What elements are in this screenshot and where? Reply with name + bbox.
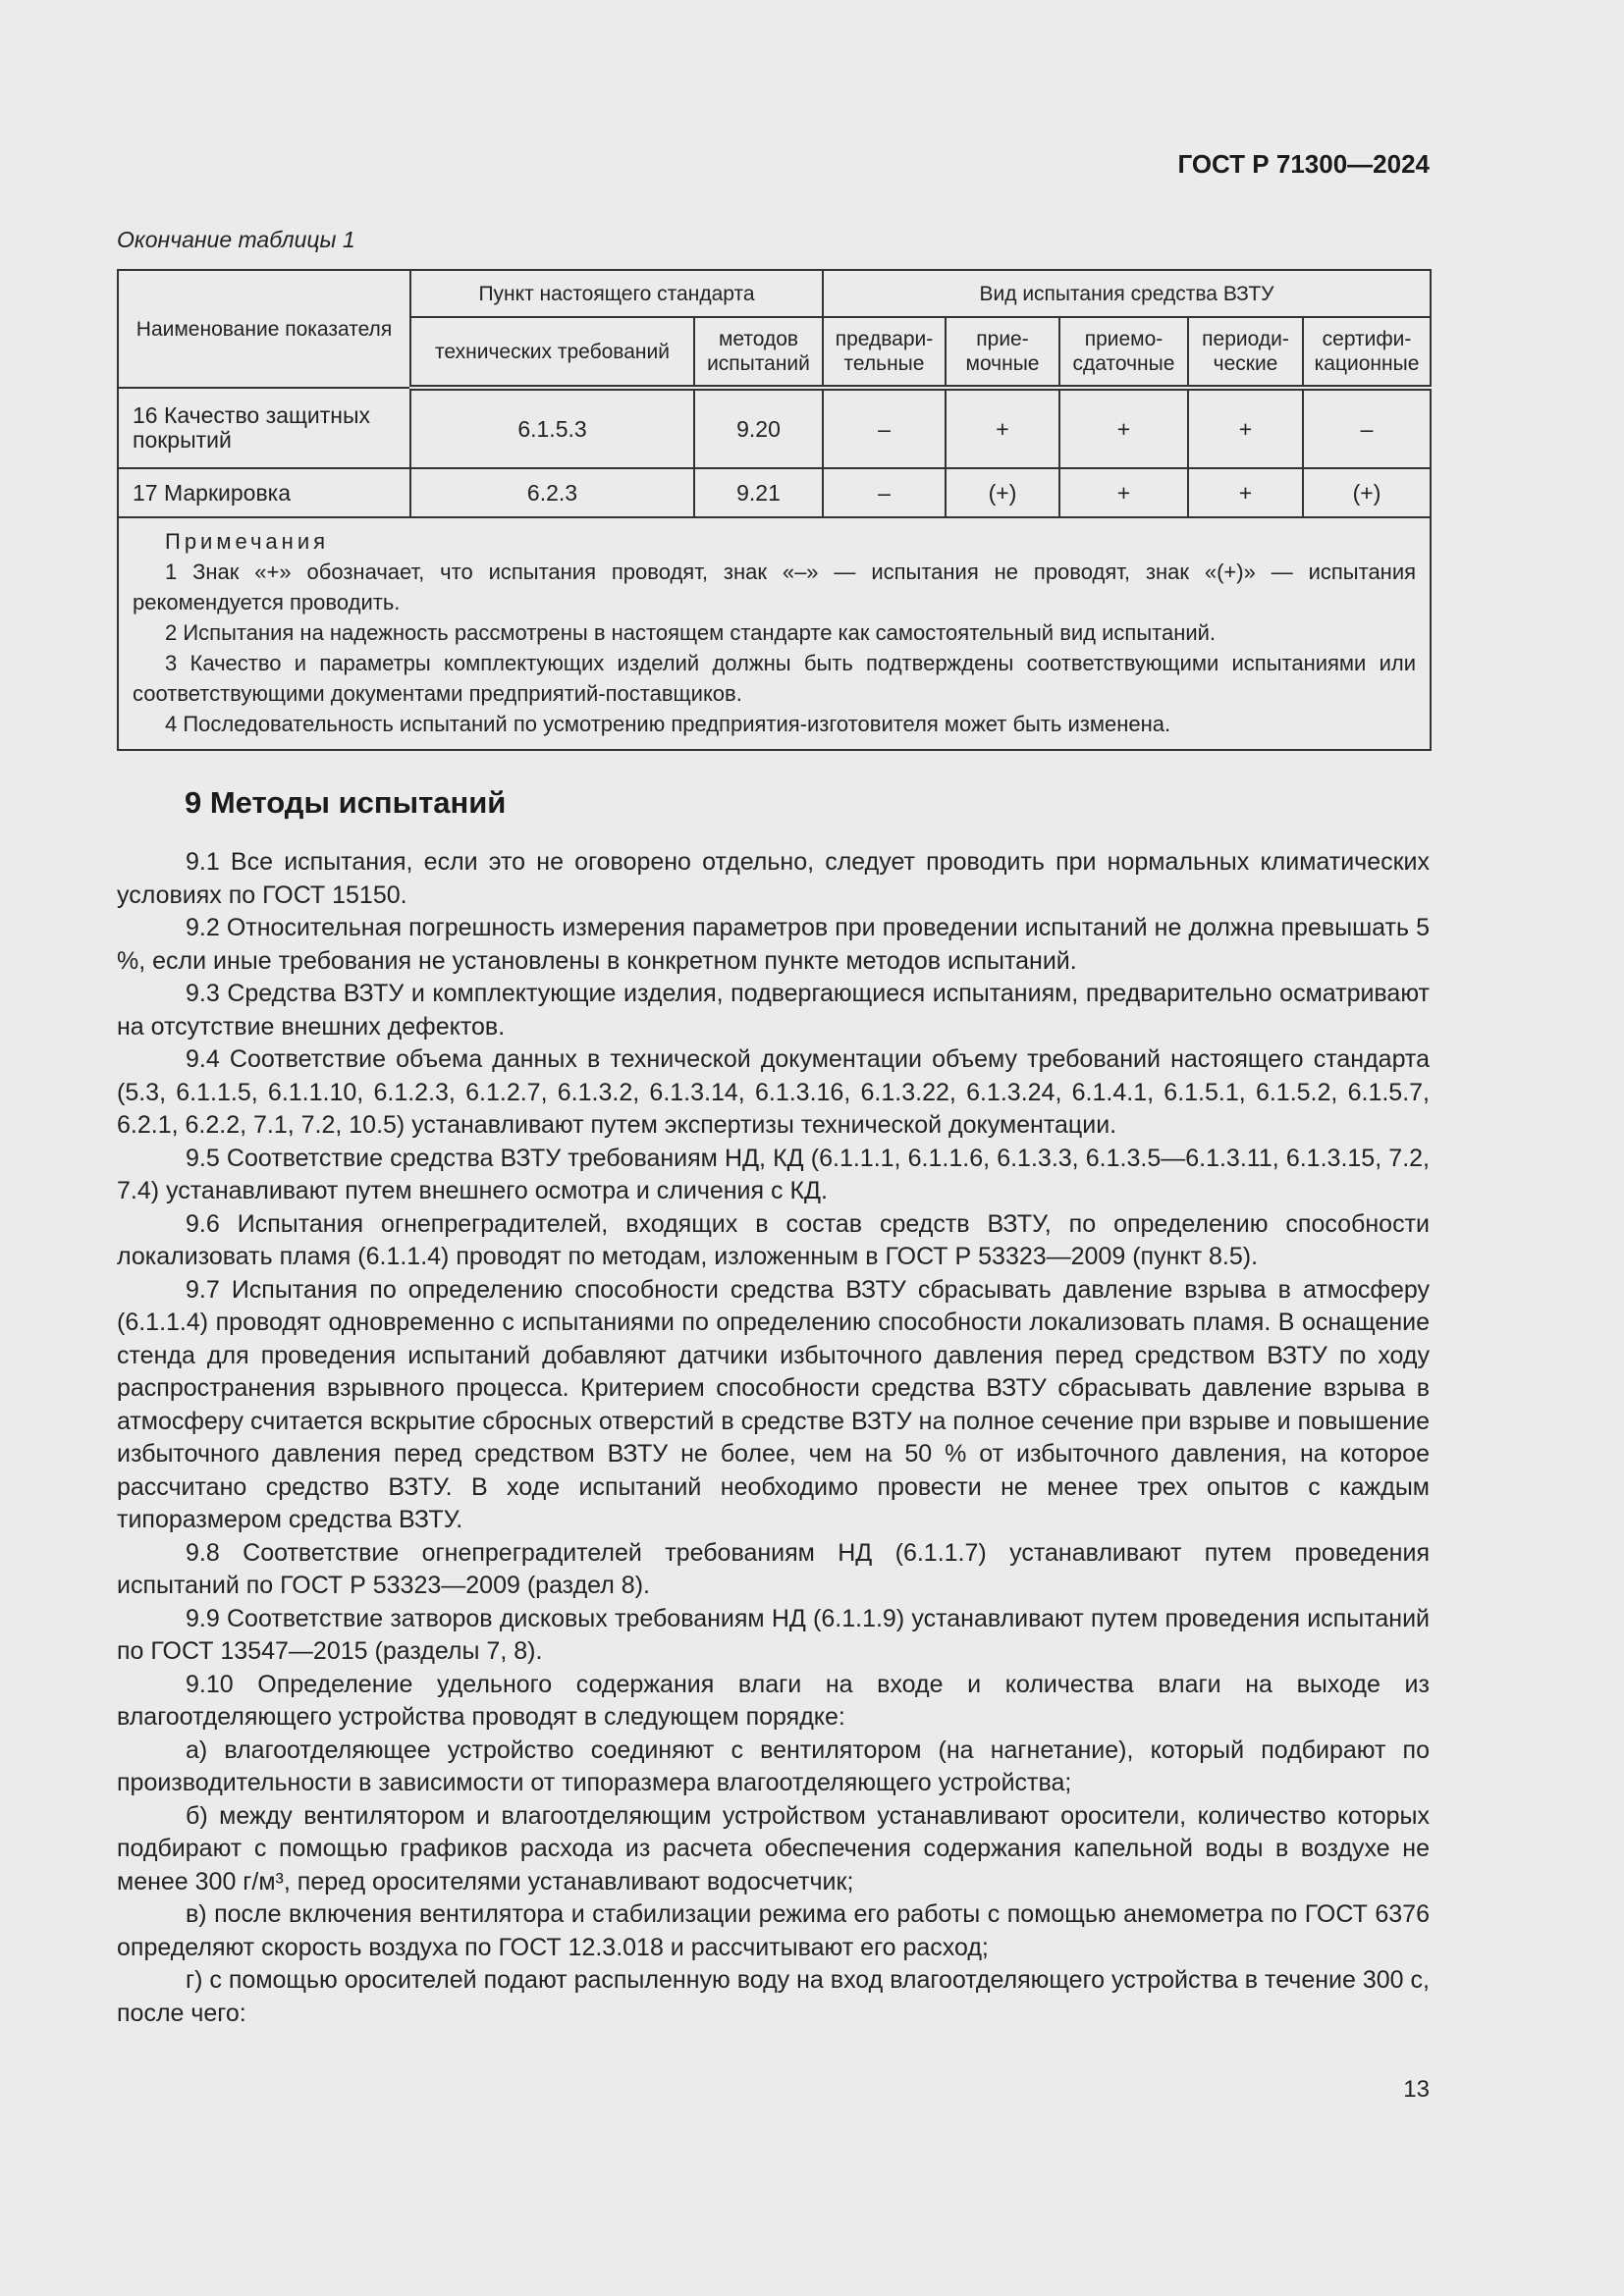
row-acceptance: (+) xyxy=(946,468,1059,517)
header-handover: приемо-сдаточные xyxy=(1059,317,1188,388)
note-item: 4 Последовательность испытаний по усмотрению предприятия-изготовителя может быть изменена. xyxy=(165,712,1171,736)
document-code: ГОСТ Р 71300—2024 xyxy=(1177,149,1430,179)
header-test-type-group: Вид испытания средства ВЗТУ xyxy=(823,270,1431,317)
row-methods: 9.21 xyxy=(694,468,823,517)
row-indicator-name: 17 Маркировка xyxy=(118,468,410,517)
row-handover: + xyxy=(1059,468,1188,517)
paragraph: 9.8 Соответствие огнепреградителей требованиям НД (6.1.1.7) устанавливают путем проведения испытаний по ГОСТ Р 53323—2009 (раздел 8). xyxy=(117,1538,1430,1599)
header-periodic: периоди-ческие xyxy=(1188,317,1303,388)
row-tech-req: 6.1.5.3 xyxy=(410,388,694,468)
paragraph: г) с помощью оросителей подают распыленную воду на вход влагоотделяющего устройства в течение 300 с, после чего: xyxy=(117,1966,1430,2027)
header-clause-group: Пункт настоящего стандарта xyxy=(410,270,823,317)
paragraph: 9.6 Испытания огнепреградителей, входящих в состав средств ВЗТУ, по определению способности локализовать пламя (6.1.1.4) проводят по методам, изложенным в ГОСТ Р 53323—2009 (пункт 8.5). xyxy=(117,1209,1430,1270)
note-item: 3 Качество и параметры комплектующих изделий должны быть подтверждены соответствующими испытаниями или соответствующими документами предприятий-поставщиков. xyxy=(133,651,1417,706)
row-preliminary: – xyxy=(823,468,946,517)
row-preliminary: – xyxy=(823,388,946,468)
row-tech-req: 6.2.3 xyxy=(410,468,694,517)
row-periodic: + xyxy=(1188,388,1303,468)
paragraph: 9.5 Соответствие средства ВЗТУ требованиям НД, КД (6.1.1.1, 6.1.1.6, 6.1.3.3, 6.1.3.5—6.1.3.11, 6.1.3.15, 7.2, 7.4) устанавливают путем внешнего осмотра и сличения с КД. xyxy=(117,1144,1430,1204)
row-methods: 9.20 xyxy=(694,388,823,468)
test-table xyxy=(117,269,1432,751)
paragraph: 9.1 Все испытания, если это не оговорено отдельно, следует проводить при нормальных климатических условиях по ГОСТ 15150. xyxy=(117,848,1430,909)
header-test-methods: методов испытаний xyxy=(694,317,823,388)
section-heading: 9 Методы испытаний xyxy=(185,785,507,820)
paragraph: 9.10 Определение удельного содержания влаги на входе и количества влаги на выходе из влагоотделяющего устройства проводят в следующем порядке: xyxy=(117,1670,1430,1731)
header-acceptance: прие-мочные xyxy=(946,317,1059,388)
notes-row xyxy=(118,517,1431,750)
page-number: 13 xyxy=(1403,2076,1430,2103)
header-indicator-name: Наименование показателя xyxy=(118,270,410,388)
row-certification: – xyxy=(1303,388,1431,468)
paragraph: б) между вентилятором и влагоотделяющим устройством устанавливают оросители, количество которых подбирают с помощью графиков расхода из расчета обеспечения содержания капельной воды в воздухе не менее 300 г/м³, перед оросителями устанавливают водосчетчик; xyxy=(117,1801,1430,1896)
row-indicator-name: 16 Качество защитных покрытий xyxy=(118,388,410,468)
section-body xyxy=(117,846,1430,2030)
table-notes xyxy=(118,517,1431,750)
header-preliminary: предвари-тельные xyxy=(823,317,946,388)
row-acceptance: + xyxy=(946,388,1059,468)
table-row xyxy=(118,468,1431,517)
row-handover: + xyxy=(1059,388,1188,468)
paragraph: 9.9 Соответствие затворов дисковых требованиям НД (6.1.1.9) устанавливают путем проведения испытаний по ГОСТ 13547—2015 (разделы 7, 8). xyxy=(117,1604,1430,1665)
header-certification: сертифи-кационные xyxy=(1303,317,1431,388)
paragraph: а) влагоотделяющее устройство соединяют с вентилятором (на нагнетание), который подбирают по производительности в зависимости от типоразмера влагоотделяющего устройства; xyxy=(117,1735,1430,1796)
paragraph: 9.7 Испытания по определению способности средства ВЗТУ сбрасывать давление взрыва в атмосферу (6.1.1.4) проводят одновременно с испытаниями по определению способности локализовать пламя. В оснащение стенда для проведения испытаний добавляют датчики избыточного давления перед средством ВЗТУ по ходу распространения взрывного процесса. Критерием способности средства ВЗТУ сбрасывать давление взрыва в атмосферу считается вскрытие сбросных отверстий в средстве ВЗТУ на полное сечение при взрыве и повышение избыточного давления перед средством ВЗТУ не более, чем на 50 % от избыточного давления, на которое рассчитано средство ВЗТУ. В ходе испытаний необходимо провести не менее трех опытов с каждым типоразмером средства ВЗТУ. xyxy=(117,1275,1430,1533)
table-caption: Окончание таблицы 1 xyxy=(117,227,355,252)
note-item: 2 Испытания на надежность рассмотрены в настоящем стандарте как самостоятельный вид испытаний. xyxy=(165,620,1217,645)
row-certification: (+) xyxy=(1303,468,1431,517)
paragraph: 9.2 Относительная погрешность измерения параметров при проведении испытаний не должна превышать 5 %, если иные требования не установлены в конкретном пункте методов испытаний. xyxy=(117,914,1430,975)
paragraph: 9.3 Средства ВЗТУ и комплектующие изделия, подвергающиеся испытаниям, предварительно осматривают на отсутствие внешних дефектов. xyxy=(117,980,1430,1041)
header-tech-requirements: технических требований xyxy=(410,317,694,388)
paragraph: в) после включения вентилятора и стабилизации режима его работы с помощью анемометра по ГОСТ 6376 определяют скорость воздуха по ГОСТ 12.3.018 и рассчитывают его расход; xyxy=(117,1900,1430,1961)
paragraph: 9.4 Соответствие объема данных в технической документации объему требований настоящего стандарта (5.3, 6.1.1.5, 6.1.1.10, 6.1.2.3, 6.1.2.7, 6.1.3.2, 6.1.3.14, 6.1.3.16, 6.1.3.22, 6.1.3.24, 6.1.4.1, 6.1.5.1, 6.1.5.2, 6.1.5.7, 6.2.1, 6.2.2, 7.1, 7.2, 10.5) устанавливают путем экспертизы технической документации. xyxy=(117,1045,1430,1139)
note-item: 1 Знак «+» обозначает, что испытания проводят, знак «–» — испытания не проводят, знак «(+)» — испытания рекомендуется проводить. xyxy=(133,560,1417,614)
notes-title: Примечания xyxy=(165,529,330,554)
table-row xyxy=(118,388,1431,468)
row-periodic: + xyxy=(1188,468,1303,517)
